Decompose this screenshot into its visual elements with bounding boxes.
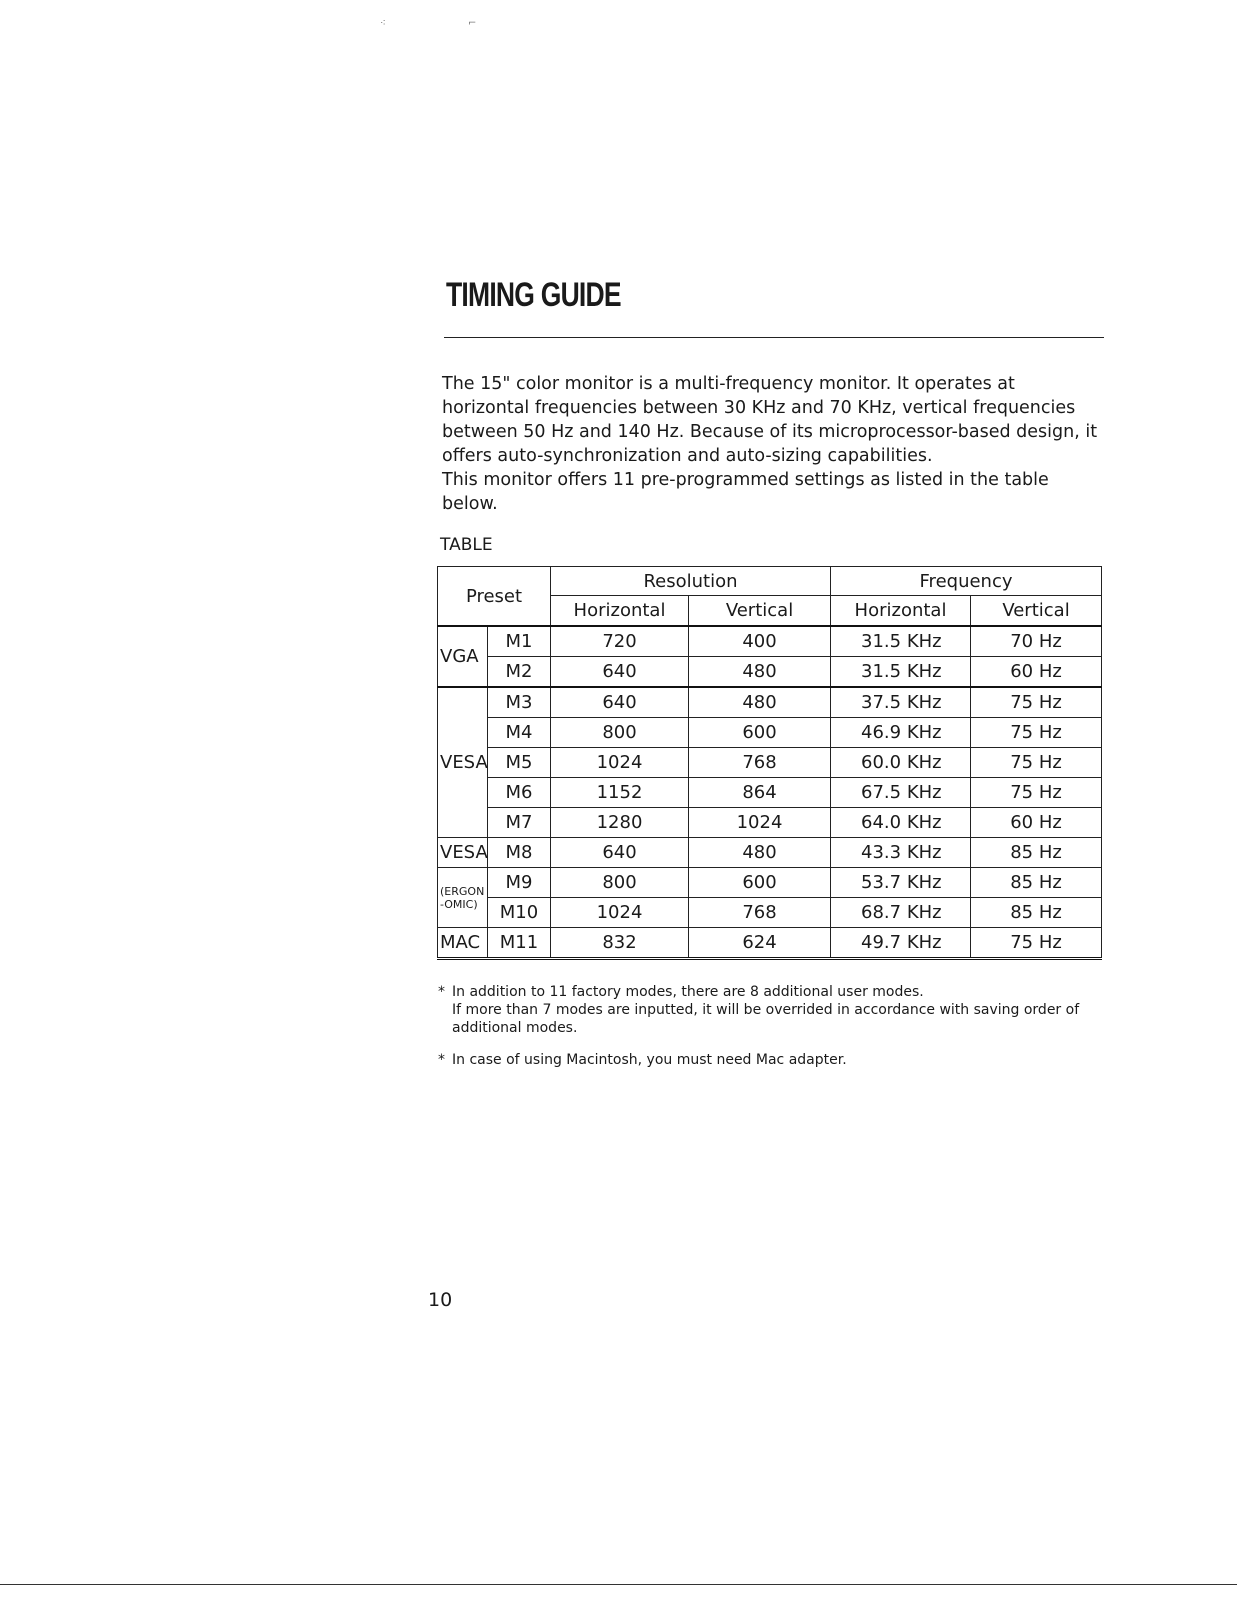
res-h-cell: 640 [551, 657, 689, 688]
res-v-cell: 480 [689, 838, 831, 868]
page-number: 10 [428, 1289, 453, 1311]
frequency-horizontal-header: Horizontal [831, 596, 971, 627]
freq-v-cell: 75 Hz [971, 748, 1102, 778]
res-v-cell: 600 [689, 868, 831, 898]
intro-text [442, 372, 1102, 516]
table-row [438, 808, 1102, 838]
table-row [438, 626, 1102, 657]
mode-cell: M5 [488, 748, 551, 778]
freq-v-cell: 75 Hz [971, 718, 1102, 748]
intro-paragraph: This monitor offers 11 pre-programmed settings as listed in the table below. [442, 470, 1049, 514]
res-h-cell: 800 [551, 718, 689, 748]
freq-h-cell: 49.7 KHz [831, 928, 971, 959]
table-row [438, 778, 1102, 808]
mode-cell: M9 [488, 868, 551, 898]
footnote-line: In addition to 11 factory modes, there are 8 additional user modes. [452, 984, 924, 1000]
res-v-cell: 600 [689, 718, 831, 748]
mode-cell: M8 [488, 838, 551, 868]
freq-v-cell: 85 Hz [971, 898, 1102, 928]
bullet-icon: * [438, 984, 445, 1000]
res-v-cell: 624 [689, 928, 831, 959]
table-row [438, 868, 1102, 898]
bullet-icon: * [438, 1052, 445, 1068]
frequency-header: Frequency [831, 567, 1102, 596]
group-label-vesa-ergonomic: VESA [438, 838, 488, 868]
group-label-vga: VGA [438, 626, 488, 687]
group-label-ergonomic [438, 868, 488, 928]
res-v-cell: 864 [689, 778, 831, 808]
table-row [438, 748, 1102, 778]
freq-v-cell: 75 Hz [971, 928, 1102, 959]
scan-speck: ⌐ [468, 18, 477, 29]
mode-cell: M10 [488, 898, 551, 928]
footnotes [438, 983, 1098, 1083]
freq-h-cell: 46.9 KHz [831, 718, 971, 748]
table-row [438, 687, 1102, 718]
mode-cell: M6 [488, 778, 551, 808]
freq-v-cell: 75 Hz [971, 778, 1102, 808]
scan-speck: ⁖ [380, 18, 386, 29]
res-h-cell: 1152 [551, 778, 689, 808]
mode-cell: M4 [488, 718, 551, 748]
res-h-cell: 1280 [551, 808, 689, 838]
page-title: TIMING GUIDE [446, 276, 621, 314]
freq-v-cell: 60 Hz [971, 808, 1102, 838]
mode-cell: M3 [488, 687, 551, 718]
table-caption: TABLE [440, 535, 493, 555]
res-h-cell: 1024 [551, 748, 689, 778]
freq-h-cell: 67.5 KHz [831, 778, 971, 808]
freq-h-cell: 53.7 KHz [831, 868, 971, 898]
freq-h-cell: 43.3 KHz [831, 838, 971, 868]
ergonomic-label-line: (ERGON [440, 884, 485, 898]
res-h-cell: 800 [551, 868, 689, 898]
footnote-line: In case of using Macintosh, you must need Mac adapter. [452, 1052, 847, 1068]
table-header-row [438, 567, 1102, 596]
res-h-cell: 640 [551, 838, 689, 868]
freq-v-cell: 85 Hz [971, 838, 1102, 868]
res-v-cell: 480 [689, 657, 831, 688]
freq-h-cell: 31.5 KHz [831, 626, 971, 657]
freq-v-cell: 75 Hz [971, 687, 1102, 718]
title-divider [444, 337, 1104, 338]
table-row [438, 718, 1102, 748]
freq-h-cell: 37.5 KHz [831, 687, 971, 718]
res-h-cell: 640 [551, 687, 689, 718]
mode-cell: M7 [488, 808, 551, 838]
freq-v-cell: 85 Hz [971, 868, 1102, 898]
footnote [438, 1051, 1098, 1069]
freq-v-cell: 70 Hz [971, 626, 1102, 657]
timing-table [437, 566, 1102, 960]
mode-cell: M11 [488, 928, 551, 959]
table-row [438, 928, 1102, 959]
res-h-cell: 832 [551, 928, 689, 959]
table-row [438, 657, 1102, 688]
res-v-cell: 768 [689, 748, 831, 778]
footnote [438, 983, 1098, 1037]
table-row [438, 898, 1102, 928]
freq-h-cell: 31.5 KHz [831, 657, 971, 688]
res-v-cell: 400 [689, 626, 831, 657]
table-row [438, 838, 1102, 868]
frequency-vertical-header: Vertical [971, 596, 1102, 627]
freq-h-cell: 60.0 KHz [831, 748, 971, 778]
resolution-vertical-header: Vertical [689, 596, 831, 627]
res-h-cell: 1024 [551, 898, 689, 928]
group-label-mac: MAC [438, 928, 488, 959]
res-v-cell: 480 [689, 687, 831, 718]
ergonomic-label-line: -OMIC) [440, 897, 478, 911]
res-v-cell: 1024 [689, 808, 831, 838]
page-bottom-rule [0, 1584, 1237, 1585]
resolution-header: Resolution [551, 567, 831, 596]
group-label-vesa: VESA [438, 687, 488, 838]
footnote-line: If more than 7 modes are inputted, it will be overrided in accordance with saving order of additional modes. [452, 1002, 1080, 1036]
resolution-horizontal-header: Horizontal [551, 596, 689, 627]
mode-cell: M2 [488, 657, 551, 688]
mode-cell: M1 [488, 626, 551, 657]
freq-h-cell: 68.7 KHz [831, 898, 971, 928]
res-v-cell: 768 [689, 898, 831, 928]
freq-v-cell: 60 Hz [971, 657, 1102, 688]
freq-h-cell: 64.0 KHz [831, 808, 971, 838]
intro-paragraph: The 15" color monitor is a multi-frequency monitor. It operates at horizontal frequencies between 30 KHz and 70 KHz, vertical frequencies between 50 Hz and 140 Hz. Because of its microprocessor-based design, it offers auto-synchronization and auto-sizing capabilities. [442, 374, 1098, 466]
preset-header: Preset [438, 567, 551, 627]
res-h-cell: 720 [551, 626, 689, 657]
